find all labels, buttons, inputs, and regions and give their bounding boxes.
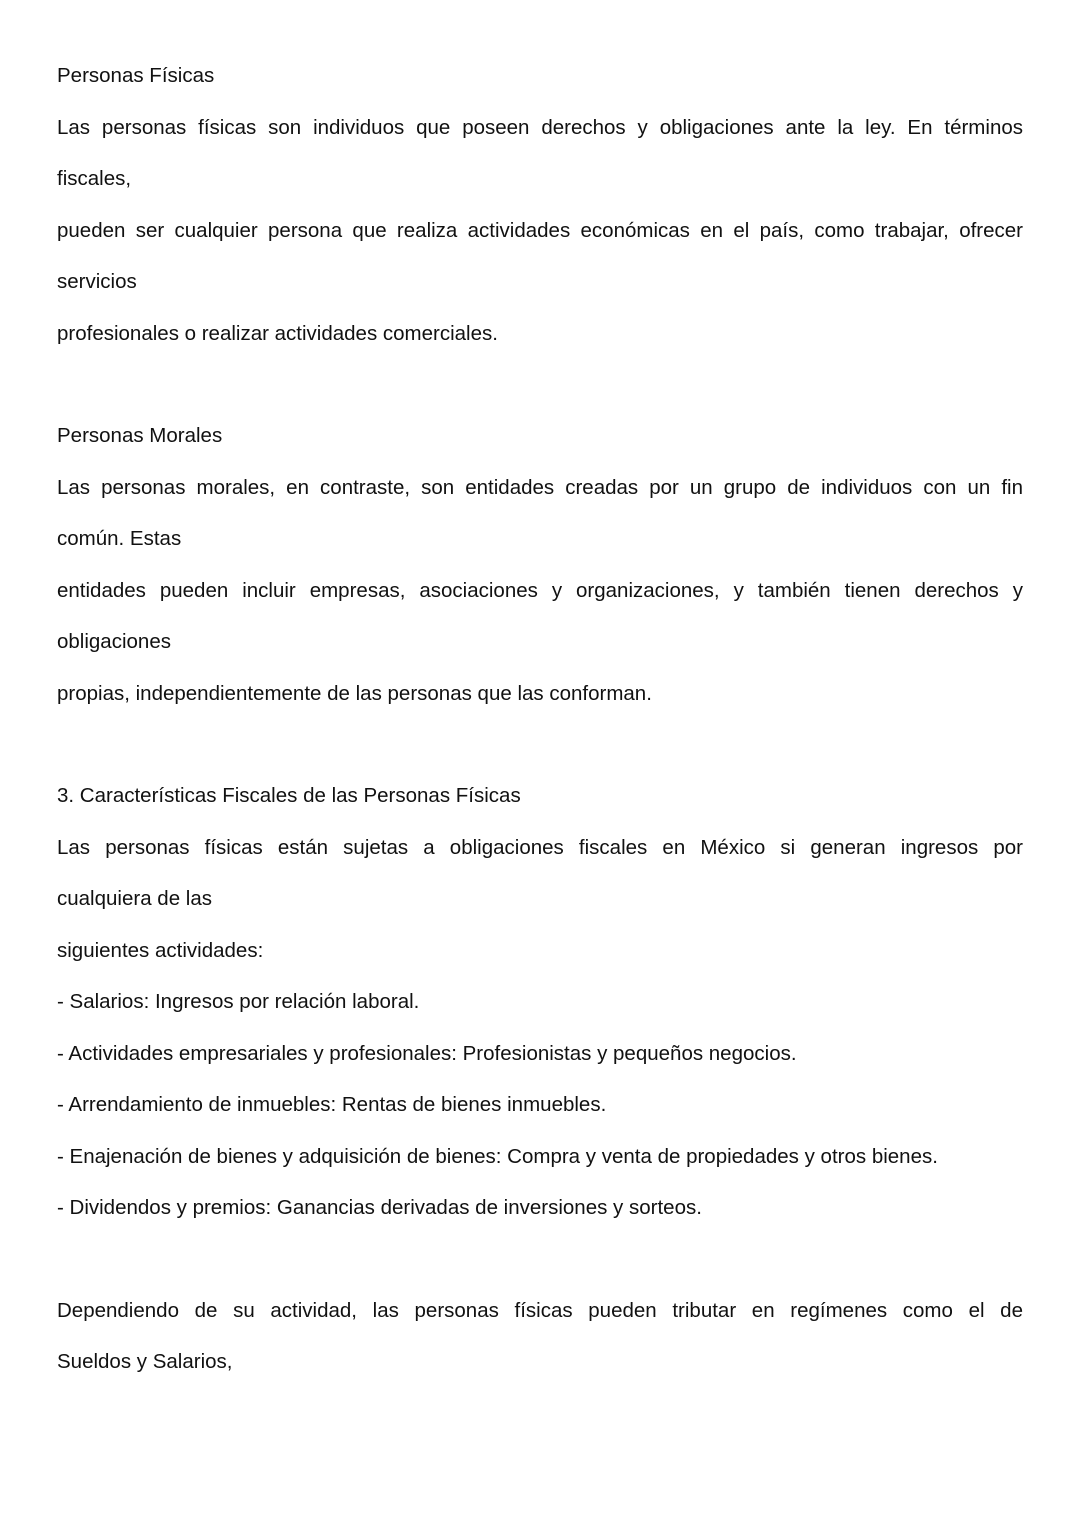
paragraph-line: fiscales, [57,167,132,190]
paragraph-line: propias, independientemente de las personas que las conforman. [57,682,652,705]
paragraph-line: Dependiendo de su actividad, las personas físicas pueden tributar en regímenes como el de [57,1299,1023,1322]
list-item: - Actividades empresariales y profesionales: Profesionistas y pequeños negocios. [57,1042,797,1065]
paragraph-line: servicios [57,270,137,293]
paragraph-line: profesionales o realizar actividades comerciales. [57,322,498,345]
paragraph-line: Las personas morales, en contraste, son entidades creadas por un grupo de individuos con un fin [57,476,1023,499]
list-item: - Salarios: Ingresos por relación laboral. [57,990,420,1013]
heading-personas-fisicas: Personas Físicas [57,64,215,87]
list-item: - Arrendamiento de inmuebles: Rentas de bienes inmuebles. [57,1093,607,1116]
paragraph-line: cualquiera de las [57,887,212,910]
paragraph-line: Sueldos y Salarios, [57,1350,233,1373]
paragraph-line: obligaciones [57,630,171,653]
heading-caracteristicas-fiscales: 3. Características Fiscales de las Personas Físicas [57,784,521,807]
paragraph-line: común. Estas [57,527,182,550]
paragraph-line: entidades pueden incluir empresas, asociaciones y organizaciones, y también tienen derechos y [57,579,1023,602]
paragraph-line: pueden ser cualquier persona que realiza actividades económicas en el país, como trabajar, ofrecer [57,219,1023,242]
heading-personas-morales: Personas Morales [57,424,223,447]
paragraph-line: siguientes actividades: [57,939,264,962]
paragraph-line: Las personas físicas son individuos que poseen derechos y obligaciones ante la ley. En términos [57,116,1023,139]
list-item: - Enajenación de bienes y adquisición de bienes: Compra y venta de propiedades y otros bienes. [57,1145,938,1168]
list-item: - Dividendos y premios: Ganancias derivadas de inversiones y sorteos. [57,1196,702,1219]
paragraph-line: Las personas físicas están sujetas a obligaciones fiscales en México si generan ingresos por [57,836,1023,859]
